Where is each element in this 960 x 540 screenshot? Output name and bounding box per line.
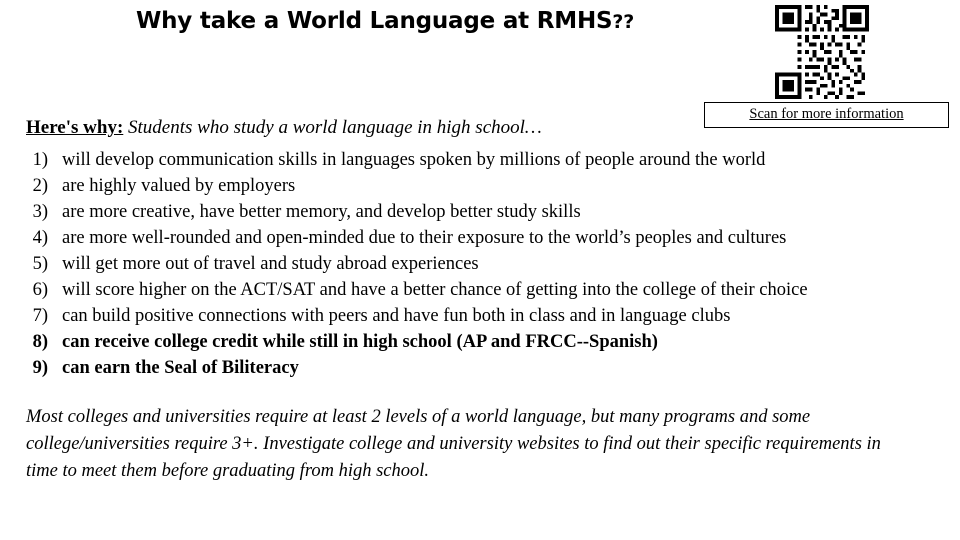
- scan-caption-text: Scan for more information: [749, 106, 904, 122]
- list-item-number: 2): [32, 176, 48, 196]
- list-item: [28, 355, 938, 381]
- list-item: [28, 251, 938, 277]
- list-item-text: can build positive connections with peers and have fun both in class and in language clubs: [62, 306, 731, 326]
- list-item: [28, 225, 938, 251]
- page-title-main: Why take a World Language at RMHS: [135, 8, 613, 34]
- list-item-number: 7): [32, 306, 48, 326]
- list-item-text: will score higher on the ACT/SAT and have a better chance of getting into the college of their choice: [62, 280, 808, 300]
- qr-code-icon[interactable]: [775, 5, 869, 99]
- list-item-number: 9): [32, 358, 48, 378]
- list-item: [28, 173, 938, 199]
- scan-caption-box: [704, 102, 949, 128]
- list-item-text: can earn the Seal of Biliteracy: [62, 358, 299, 378]
- list-item-number: 8): [32, 332, 48, 352]
- list-item: [28, 329, 938, 355]
- list-item: [28, 199, 938, 225]
- list-item-text: are more well-rounded and open-minded due to their exposure to the world’s peoples and cultures: [62, 228, 787, 248]
- list-item-number: 1): [32, 150, 48, 170]
- list-item-text: are more creative, have better memory, and develop better study skills: [62, 202, 581, 222]
- closing-paragraph: Most colleges and universities require at least 2 levels of a world language, but many programs and some college/universities require 3+. Investigate college and university websites to find out their specific requirements in time to meet them before graduating from high school.: [26, 407, 881, 481]
- list-item-text: can receive college credit while still in high school (AP and FRCC--Spanish): [62, 332, 658, 352]
- list-item-number: 4): [32, 228, 48, 248]
- list-item: [28, 147, 938, 173]
- list-item-number: 5): [32, 254, 48, 274]
- list-item-number: 3): [32, 202, 48, 222]
- list-item-text: will get more out of travel and study abroad experiences: [62, 254, 479, 274]
- page-title: [0, 8, 770, 34]
- intro-line: [26, 117, 542, 139]
- intro-lead: Here's why:: [26, 117, 124, 138]
- reasons-list: [28, 147, 938, 381]
- page-title-text: [136, 8, 634, 34]
- list-item: [28, 303, 938, 329]
- qr-code-svg: [775, 5, 869, 99]
- list-item-text: are highly valued by employers: [62, 176, 296, 196]
- list-item: [28, 277, 938, 303]
- list-item-number: 6): [32, 280, 48, 300]
- page-title-suffix: ??: [612, 11, 635, 33]
- list-item-text: will develop communication skills in languages spoken by millions of people around the world: [62, 150, 766, 170]
- intro-rest: Students who study a world language in high school…: [123, 117, 542, 138]
